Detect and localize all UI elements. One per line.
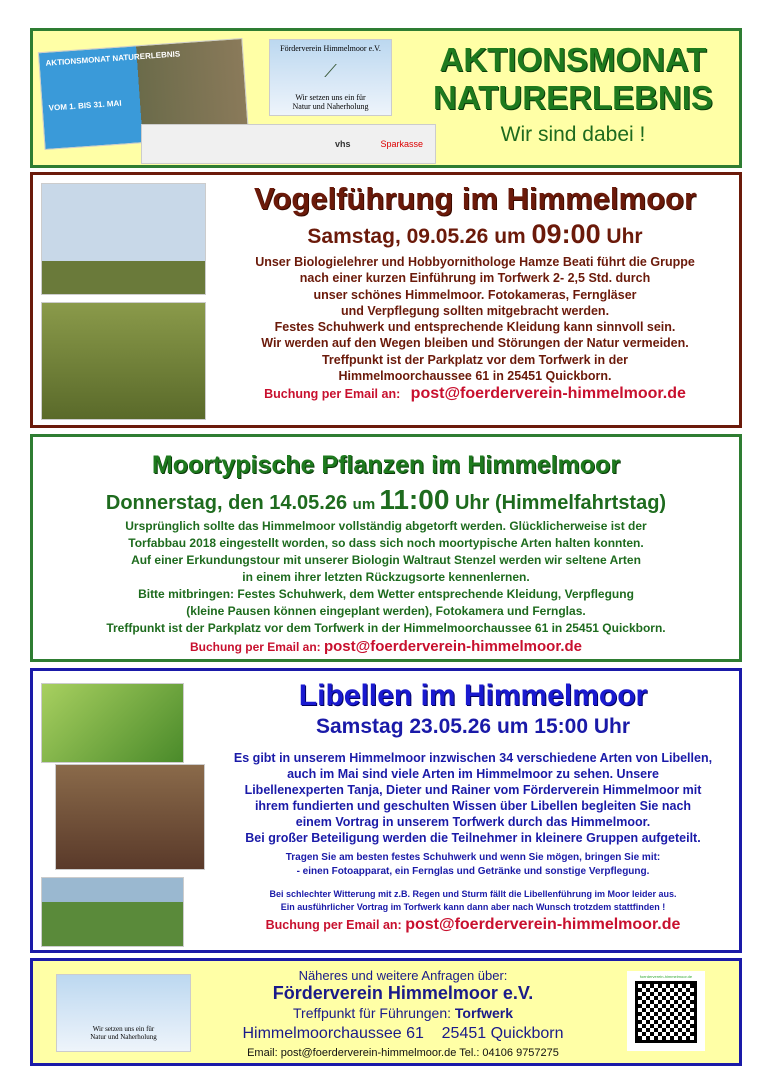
event-date: [211, 219, 739, 250]
geese-flying-image: [41, 183, 206, 295]
event-date: Samstag 23.05.26 um 15:00 Uhr: [316, 715, 630, 738]
sponsor-logos: [141, 124, 436, 164]
footer-contact: [30, 958, 742, 1066]
header-subtitle: Wir sind dabei !: [500, 123, 646, 146]
sponsor-vhs: vhs: [334, 139, 351, 149]
footer-org-name: Förderverein Himmelmoor e.V.: [272, 983, 534, 1003]
moor-landscape-image: [41, 877, 184, 947]
lecture-audience-image: [55, 764, 205, 870]
description-line: nach einer kurzen Einführung im Torfwerk 2- 2,5 Std. durch: [299, 271, 651, 286]
poster-title: AKTIONSMONAT NATURERLEBNIS: [45, 49, 181, 68]
event-title: Libellen im Himmelmoor: [298, 679, 648, 712]
description-line: Bitte mitbringen: Festes Schuhwerk, dem Wetter entsprechende Kleidung, Verpflegung: [138, 587, 634, 601]
event-vogelfuehrung: [30, 172, 742, 428]
description-line: Bei großer Beteiligung werden die Teilnehmer in kleinere Gruppen aufgeteilt.: [245, 831, 701, 845]
description-line: Auf einer Erkundungstour mit unserer Biologin Waltraut Stenzel werden wir seltene Arten: [131, 553, 641, 567]
footer-intro: Näheres und weitere Anfragen über:: [298, 968, 508, 983]
date-text: Samstag, 09.05.26 um: [307, 225, 532, 248]
event-title: Moortypische Pflanzen im Himmelmoor: [151, 451, 621, 479]
booking-label: Buchung per Email an:: [265, 918, 406, 932]
meeting-place: Torfwerk: [454, 1005, 513, 1021]
footer-address: Himmelmoorchaussee 61 25451 Quickborn: [242, 1025, 564, 1042]
footer-contact-line: Email: post@foerderverein-himmelmoor.de Tel.: 04106 9757275: [247, 1047, 559, 1059]
description-line: Himmelmoorchaussee 61 in 25451 Quickborn.: [338, 369, 612, 384]
logo-slogan: Natur und Naherholung: [90, 1033, 157, 1041]
date-text: Donnerstag, den 14.05.26: [105, 492, 353, 514]
description-line: Ursprünglich sollte das Himmelmoor vollständig abgetorft werden. Glücklicherweise ist der: [125, 519, 647, 533]
description-line: einem Vortrag in unserem Torfwerk durch das Himmelmoor.: [295, 815, 651, 829]
event-moorpflanzen: [30, 434, 742, 662]
description-line: und Verpflegung sollten mitgebracht werden.: [340, 303, 610, 318]
logo-slogan: Wir setzen uns ein für: [295, 93, 366, 102]
event-time: 09:00: [531, 219, 601, 249]
logo-text: Förderverein Himmelmoor e.V.: [280, 44, 381, 53]
crane-flying-image: [41, 302, 206, 420]
event-title: Vogelführung im Himmelmoor: [253, 181, 697, 216]
poster-date: VOM 1. BIS 31. MAI: [48, 98, 122, 113]
description-line: Torfabbau 2018 eingestellt worden, so dass sich noch moortypische Arten halten konnten.: [128, 536, 644, 550]
qr-caption: foerderverein-himmelmoor.de: [639, 974, 693, 979]
header-title: AKTIONSMONAT: [439, 41, 707, 78]
description-line: in einem ihrer letzten Rückzugsorte kennenlernen.: [242, 570, 530, 584]
description-line: auch im Mai sind viele Arten im Himmelmoor zu sehen. Unsere: [287, 767, 659, 781]
description-line: Treffpunkt ist der Parkplatz vor dem Torfwerk in der Himmelmoorchaussee 61 in 25451 Quickborn.: [106, 621, 666, 635]
booking-label: Buchung per Email an:: [264, 387, 401, 402]
logo-slogan: Wir setzen uns ein für: [92, 1025, 155, 1033]
description-line: Es gibt in unserem Himmelmoor inzwischen 34 verschiedene Arten von Libellen,: [233, 751, 713, 765]
qr-code[interactable]: [627, 971, 705, 1051]
description-line: Libellenexperten Tanja, Dieter und Rainer vom Förderverein Himmelmoor mit: [244, 783, 702, 797]
dragonfly-image: [41, 683, 184, 763]
booking-email-link[interactable]: post@foerderverein-himmelmoor.de: [323, 638, 583, 655]
booking-email-link[interactable]: post@foerderverein-himmelmoor.de: [405, 916, 681, 933]
header-title: NATURERLEBNIS: [433, 79, 713, 116]
description-line: Unser Biologielehrer und Hobbyornithologe Hamze Beati führt die Gruppe: [255, 255, 695, 269]
dragonfly-icon: ⟋: [324, 61, 337, 81]
booking-email-link[interactable]: post@foerderverein-himmelmoor.de: [410, 385, 686, 403]
sponsor-sparkasse: Sparkasse: [380, 139, 423, 149]
foerderverein-logo: [56, 974, 191, 1052]
foerderverein-logo: [269, 39, 392, 116]
description-line: Treffpunkt ist der Parkplatz vor dem Torfwerk in der: [321, 352, 629, 367]
event-date: [33, 484, 739, 516]
date-um: um: [352, 496, 380, 513]
description-line: (kleine Pausen können eingeplant werden), Fotokamera und Fernglas.: [186, 604, 586, 618]
booking-line: [33, 638, 739, 655]
event-time: 11:00: [379, 484, 450, 515]
meeting-label: Treffpunkt für Führungen:: [293, 1005, 455, 1021]
time-suffix: Uhr (Himmelfahrtstag): [449, 492, 667, 514]
description-line: ihrem fundierten und geschulten Wissen über Libellen begleiten Sie nach: [254, 799, 692, 813]
weather-note-line: Ein ausführlicher Vortrag im Torfwerk kann dann aber nach Wunsch trotzdem stattfinden !: [280, 902, 666, 912]
description-line: Wir werden auf den Wegen bleiben und Störungen der Natur vermeiden.: [261, 336, 689, 351]
qr-code-pattern: [638, 984, 694, 1040]
header-banner: [30, 28, 742, 168]
weather-note-line: Bei schlechter Witterung mit z.B. Regen und Sturm fällt die Libellenführung im Moor leider aus.: [269, 889, 677, 899]
packing-note-line: Tragen Sie am besten festes Schuhwerk und wenn Sie mögen, bringen Sie mit:: [285, 852, 661, 863]
description-line: Festes Schuhwerk und entsprechende Kleidung kann sinnvoll sein.: [274, 320, 676, 335]
footer-meeting: [203, 1005, 603, 1021]
booking-label: Buchung per Email an:: [189, 640, 324, 654]
description-line: unser schönes Himmelmoor. Fotokameras, Ferngläser: [313, 287, 637, 302]
logo-slogan: Natur und Naherholung: [292, 102, 369, 111]
packing-note-line: - einen Fotoapparat, ein Fernglas und Getränke und sonstige Verpflegung.: [296, 866, 650, 877]
booking-line: [211, 385, 739, 403]
event-libellen: [30, 668, 742, 953]
time-suffix: Uhr: [600, 225, 643, 248]
booking-line: [205, 916, 741, 934]
